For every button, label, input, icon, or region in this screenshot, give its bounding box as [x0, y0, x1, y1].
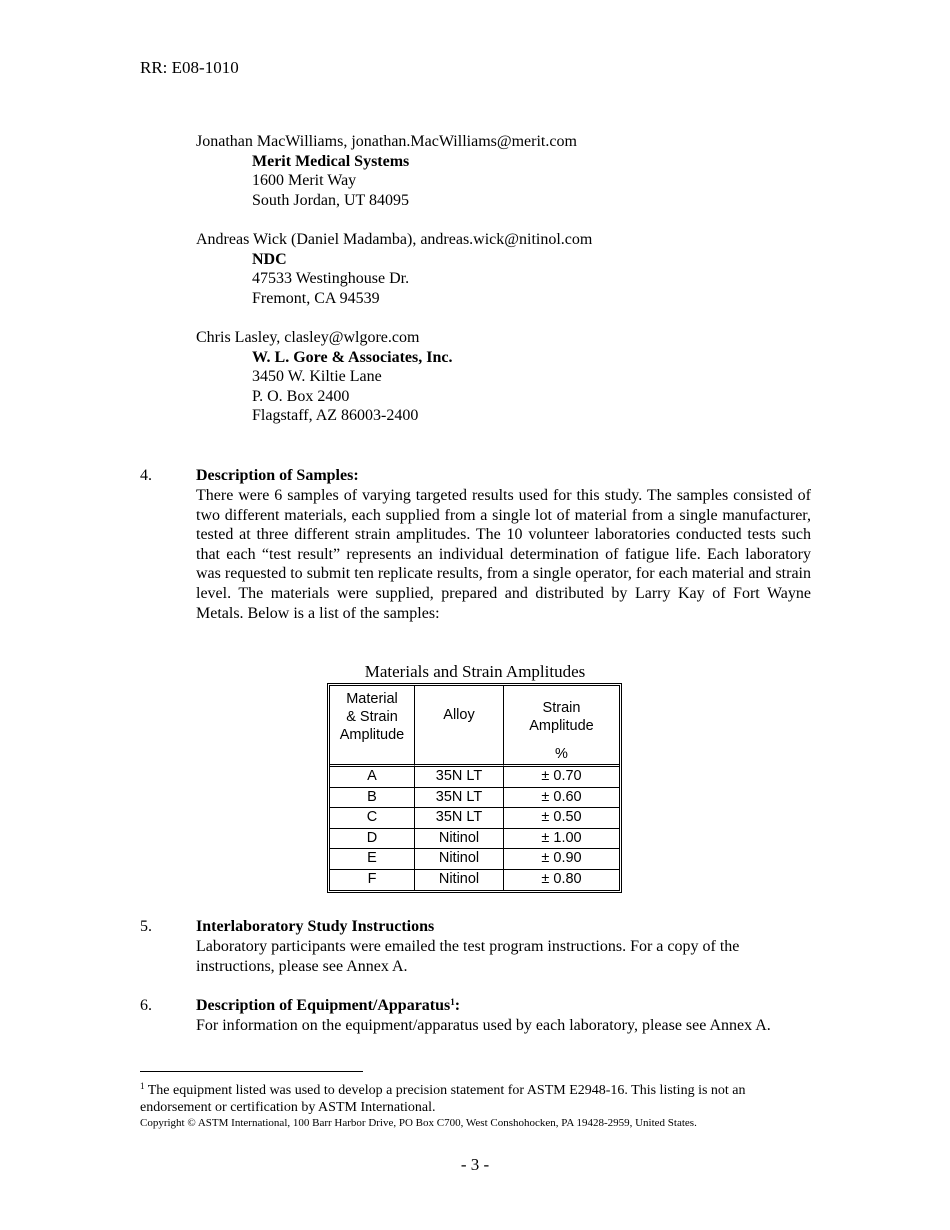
section-number: 4.: [140, 467, 152, 484]
section-heading: Description of Samples:: [196, 467, 359, 484]
contact-block: [196, 230, 592, 308]
contact-address-line: P. O. Box 2400: [252, 387, 350, 405]
footnote-divider: [140, 1071, 363, 1072]
materials-table: [327, 683, 622, 893]
table-cell-strain: ± 0.90: [504, 849, 619, 870]
table-title: Materials and Strain Amplitudes: [364, 662, 586, 681]
table-header-row: [330, 686, 619, 767]
header-line: Material: [346, 691, 398, 707]
section-heading: Interlaboratory Study Instructions: [196, 918, 435, 935]
header-line: Amplitude: [339, 727, 405, 743]
table-cell-strain: ± 1.00: [504, 829, 619, 850]
contact-organization: Merit Medical Systems: [252, 152, 410, 170]
table-cell-material: B: [330, 788, 415, 809]
contact-address-line: 1600 Merit Way: [252, 172, 357, 190]
table-cell-strain: ± 0.70: [504, 767, 619, 788]
table-row: [330, 808, 619, 829]
header-unit: %: [555, 746, 568, 762]
footnote-reference: 1: [450, 997, 455, 1007]
table-cell-material: D: [330, 829, 415, 850]
contact-name-email: Jonathan MacWilliams, jonathan.MacWilliams@merit.com: [196, 133, 577, 150]
table-cell-strain: ± 0.60: [504, 788, 619, 809]
section-body: There were 6 samples of varying targeted results used for this study. The samples consisted of two different materials, each supplied from a single lot of material from a single manufacturer, tested at three different strain amplitudes. The 10 volunteer laboratories conducted tests such that each “test result” represents an individual determination of fatigue life. Each laboratory was requested to submit ten replicate results, from a single operator, for each material and strain level. The materials were supplied, prepared and distributed by Larry Kay of Fort Wayne Metals. Below is a list of the samples:: [196, 487, 811, 622]
section-heading-text: Description of Equipment/Apparatus: [196, 997, 451, 1014]
page-number: - 3 -: [460, 1155, 490, 1174]
document-reference: RR: E08-1010: [140, 58, 239, 77]
table-row: [330, 767, 619, 788]
table-cell-material: C: [330, 808, 415, 829]
column-header-strain: [504, 686, 619, 767]
table-cell-material: F: [330, 870, 415, 890]
table-cell-alloy: Nitinol: [415, 849, 504, 870]
table-row: [330, 849, 619, 870]
copyright-notice: Copyright © ASTM International, 100 Barr Harbor Drive, PO Box C700, West Conshohocken, PA 19428-2959, United States.: [140, 1117, 697, 1129]
table-cell-strain: ± 0.50: [504, 808, 619, 829]
contact-address-line: Fremont, CA 94539: [252, 289, 380, 307]
header-line: Strain: [542, 700, 581, 716]
section-number: 6.: [140, 997, 152, 1014]
column-header-alloy: [415, 686, 504, 767]
contact-name-email: Chris Lasley, clasley@wlgore.com: [196, 329, 420, 346]
table-row: [330, 829, 619, 850]
footnote-text: The equipment listed was used to develop a precision statement for ASTM E2948-16. This listing is not an endorsement or certification by ASTM International.: [140, 1083, 746, 1115]
header-line: Amplitude: [529, 718, 594, 734]
section-body: Laboratory participants were emailed the test program instructions. For a copy of the instructions, please see Annex A.: [196, 938, 740, 975]
section-heading-colon: :: [454, 997, 461, 1014]
table-cell-strain: ± 0.80: [541, 870, 582, 887]
contact-name-email: Andreas Wick (Daniel Madamba), andreas.wick@nitinol.com: [196, 231, 593, 248]
contact-address-line: 47533 Westinghouse Dr.: [252, 270, 410, 288]
section-body: For information on the equipment/apparatus used by each laboratory, please see Annex A.: [196, 1017, 771, 1034]
contact-address-line: 3450 W. Kiltie Lane: [252, 368, 382, 386]
table-cell-alloy: 35N LT: [415, 788, 504, 809]
table-cell-alloy: Nitinol: [415, 829, 504, 850]
footnote: [140, 1082, 820, 1116]
table-cell-alloy: 35N LT: [415, 767, 504, 788]
contact-organization: NDC: [252, 250, 287, 268]
table-row: [330, 870, 619, 890]
contact-block: [196, 328, 452, 426]
section-heading: [196, 996, 460, 1016]
header-line: & Strain: [346, 709, 398, 725]
contact-block: [196, 132, 577, 210]
header-line: Alloy: [443, 707, 475, 723]
table-cell-alloy: Nitinol: [415, 870, 504, 890]
section-number: 5.: [140, 918, 152, 935]
table-row: [330, 788, 619, 809]
table-cell-material: E: [330, 849, 415, 870]
contact-organization: W. L. Gore & Associates, Inc.: [252, 348, 453, 366]
footnote-marker: 1: [140, 1081, 145, 1091]
contact-address-line: South Jordan, UT 84095: [252, 191, 410, 209]
contact-address-line: Flagstaff, AZ 86003-2400: [252, 407, 419, 425]
table-cell-alloy: 35N LT: [415, 808, 504, 829]
table-cell-material: A: [330, 767, 415, 788]
column-header-material: [330, 686, 415, 767]
